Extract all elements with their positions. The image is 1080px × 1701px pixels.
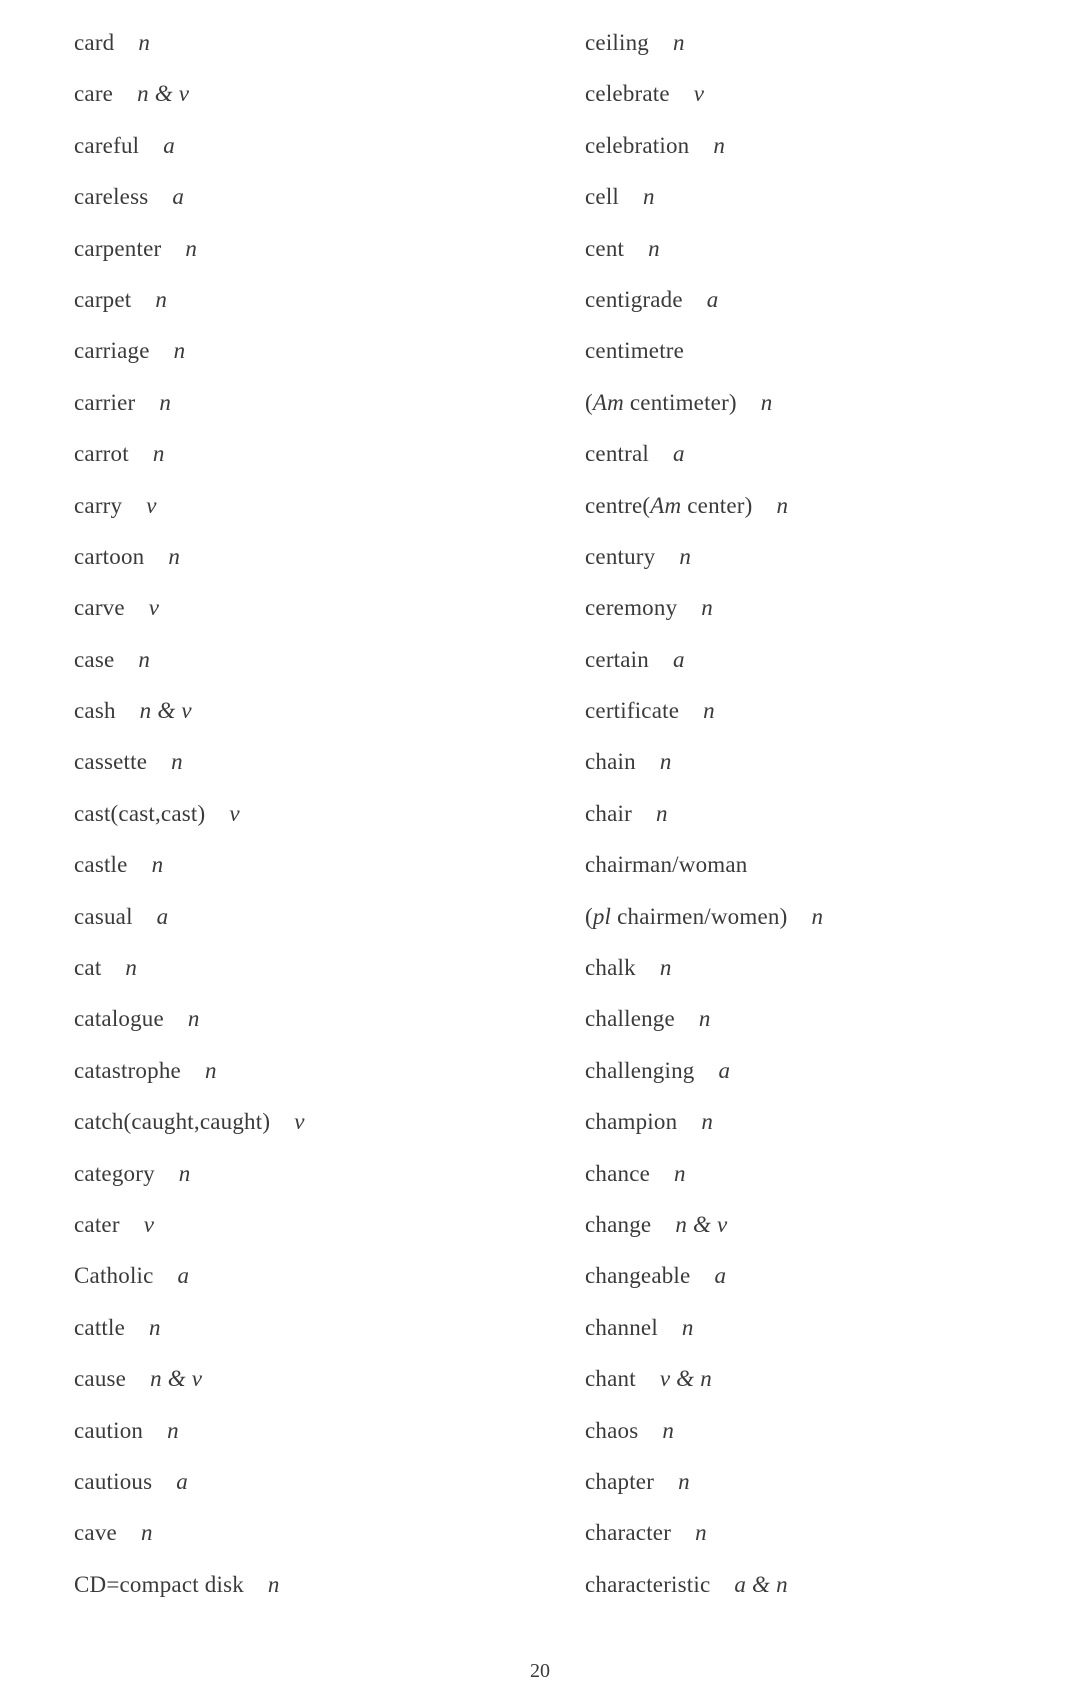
entry-word: Catholic (74, 1263, 154, 1289)
part-of-speech: n (662, 1417, 675, 1443)
part-of-speech: a (176, 1468, 188, 1494)
part-of-speech: n (138, 30, 151, 55)
word-entry (585, 1099, 1080, 1150)
entry-word: celebrate (585, 81, 670, 107)
word-entry (74, 585, 574, 636)
word-entry (74, 791, 574, 842)
entry-word: cassette (74, 749, 148, 775)
word-entry (585, 328, 1080, 379)
entry-word: changeable (585, 1263, 691, 1289)
part-of-speech: v (229, 800, 240, 826)
word-entry (585, 380, 1080, 431)
entry-word: cartoon (74, 543, 145, 569)
entry-word: chant (585, 1366, 636, 1392)
part-of-speech: a (672, 441, 685, 467)
left-word-column (74, 20, 574, 1613)
word-entry (585, 1356, 1080, 1407)
word-entry (74, 1356, 574, 1407)
word-entry (74, 277, 574, 328)
entry-word: carriage (74, 338, 150, 364)
entry-word: cent (585, 235, 625, 261)
part-of-speech: a (172, 184, 185, 210)
word-entry (585, 1510, 1080, 1561)
word-entry (74, 174, 574, 225)
word-entry (585, 1459, 1080, 1510)
word-entry (585, 20, 1080, 71)
word-entry (74, 483, 574, 534)
part-of-speech: n (681, 1314, 694, 1340)
entry-word: case (74, 646, 115, 672)
entry-word: champion (585, 1109, 678, 1135)
entry-word: centigrade (585, 286, 683, 312)
part-of-speech: n (701, 595, 713, 621)
part-of-speech: a (177, 1263, 190, 1289)
word-entry (74, 431, 574, 482)
entry-word: cave (74, 1520, 117, 1546)
part-of-speech: n (703, 698, 715, 724)
entry-word: card (74, 30, 115, 55)
entry-word: celebration (585, 132, 690, 158)
entry-word: challenge (585, 1006, 675, 1032)
part-of-speech: a (672, 646, 685, 672)
part-of-speech: a (718, 1057, 731, 1083)
word-entry (585, 71, 1080, 122)
word-entry (74, 1562, 574, 1613)
page-number: 20 (530, 1660, 550, 1682)
entry-word: cautious (74, 1468, 153, 1494)
part-of-speech: n (185, 235, 198, 261)
entry-word: careful (74, 132, 140, 158)
part-of-speech: n (679, 543, 692, 569)
entry-word: central (585, 441, 649, 467)
word-entry (74, 894, 574, 945)
word-entry (585, 431, 1080, 482)
word-entry (74, 1099, 574, 1150)
part-of-speech: n (152, 441, 165, 467)
entry-word: certain (585, 646, 649, 672)
part-of-speech: n (155, 286, 168, 312)
part-of-speech: n (138, 646, 151, 672)
entry-word: carrot (74, 441, 129, 467)
part-of-speech: n (673, 30, 685, 55)
part-of-speech: n (159, 389, 172, 415)
word-entry (585, 894, 1080, 945)
part-of-speech: n (643, 184, 655, 210)
part-of-speech: v & n (659, 1366, 712, 1392)
part-of-speech: v (148, 595, 160, 621)
word-entry (74, 1510, 574, 1561)
part-of-speech: n (648, 235, 660, 261)
part-of-speech: n (811, 903, 824, 929)
part-of-speech: n (695, 1520, 707, 1546)
word-entry (585, 1202, 1080, 1253)
part-of-speech: n (698, 1006, 711, 1032)
part-of-speech: a (714, 1263, 727, 1289)
word-entry (585, 688, 1080, 739)
part-of-speech: n & v (139, 698, 192, 724)
part-of-speech: n (713, 132, 726, 158)
part-of-speech: n (659, 749, 672, 775)
entry-word: certificate (585, 698, 680, 724)
entry-word: character (585, 1520, 672, 1546)
word-entry (585, 585, 1080, 636)
word-entry (74, 1048, 574, 1099)
entry-word: CD=compact disk (74, 1571, 244, 1597)
right-word-column (585, 20, 1080, 1613)
part-of-speech: a (156, 903, 169, 929)
entry-word: characteristic (585, 1571, 711, 1597)
word-entry (74, 739, 574, 790)
word-entry (74, 945, 574, 996)
part-of-speech: n (173, 338, 186, 364)
entry-word: carve (74, 595, 125, 621)
entry-word: ceremony (585, 595, 678, 621)
entry-word: cattle (74, 1314, 125, 1340)
part-of-speech: v (146, 492, 157, 518)
entry-word: careless (74, 184, 149, 210)
entry-word: chalk (585, 955, 636, 981)
part-of-speech: n (167, 1417, 179, 1443)
word-entry (585, 277, 1080, 328)
word-entry (74, 71, 574, 122)
entry-word: chapter (585, 1468, 655, 1494)
word-entry (74, 534, 574, 585)
word-entry (74, 20, 574, 71)
word-entry (74, 1151, 574, 1202)
part-of-speech: a (706, 286, 719, 312)
word-entry (585, 174, 1080, 225)
word-entry (585, 996, 1080, 1047)
entry-word: century (585, 543, 656, 569)
part-of-speech: n (171, 749, 183, 775)
word-entry (585, 637, 1080, 688)
word-entry (74, 1408, 574, 1459)
entry-word: cash (74, 698, 116, 724)
word-entry (585, 791, 1080, 842)
word-entry (585, 483, 1080, 534)
entry-word: carrier (74, 389, 136, 415)
part-of-speech: n (267, 1571, 280, 1597)
entry-word: chair (585, 800, 632, 826)
entry-word: category (74, 1160, 155, 1186)
word-entry (585, 1151, 1080, 1202)
part-of-speech: n & v (150, 1366, 203, 1392)
word-entry (585, 945, 1080, 996)
part-of-speech: n (678, 1468, 690, 1494)
word-entry (585, 1305, 1080, 1356)
entry-word: (pl chairmen/women) (585, 903, 788, 929)
part-of-speech: n (151, 852, 164, 878)
word-entry (74, 996, 574, 1047)
entry-word: carpenter (74, 235, 162, 261)
entry-word: caution (74, 1417, 144, 1443)
word-entry (585, 1253, 1080, 1304)
entry-word: casual (74, 903, 133, 929)
word-entry (74, 328, 574, 379)
part-of-speech: n (149, 1314, 161, 1340)
part-of-speech: n (125, 955, 138, 981)
entry-word: carry (74, 492, 123, 518)
entry-word: care (74, 81, 114, 107)
part-of-speech: n (776, 492, 789, 518)
word-entry (585, 1048, 1080, 1099)
entry-word: catalogue (74, 1006, 164, 1032)
part-of-speech: v (693, 81, 705, 107)
word-entry (74, 637, 574, 688)
part-of-speech: n (140, 1520, 153, 1546)
entry-word: channel (585, 1314, 658, 1340)
entry-word: centimetre (585, 338, 685, 364)
entry-word: cat (74, 955, 102, 981)
part-of-speech: a & n (734, 1571, 788, 1597)
entry-word: chance (585, 1160, 651, 1186)
part-of-speech: n (178, 1160, 191, 1186)
part-of-speech: v (143, 1211, 155, 1237)
word-entry (74, 1305, 574, 1356)
part-of-speech: n & v (675, 1211, 728, 1237)
word-entry (585, 739, 1080, 790)
part-of-speech: n & v (137, 81, 190, 107)
part-of-speech: n (187, 1006, 200, 1032)
entry-word: cast(cast,cast) (74, 800, 206, 826)
word-entry (585, 1562, 1080, 1613)
word-entry (74, 226, 574, 277)
part-of-speech: a (163, 132, 175, 158)
word-entry (74, 842, 574, 893)
word-entry (585, 123, 1080, 174)
word-entry (74, 688, 574, 739)
entry-word: cell (585, 184, 619, 210)
word-entry (585, 226, 1080, 277)
part-of-speech: n (701, 1109, 714, 1135)
part-of-speech: n (659, 955, 672, 981)
part-of-speech: n (204, 1057, 217, 1083)
entry-word: centre(Am center) (585, 492, 753, 518)
part-of-speech: n (655, 800, 668, 826)
entry-word: (Am centimeter) (585, 389, 737, 415)
word-entry (585, 842, 1080, 893)
entry-word: change (585, 1211, 652, 1237)
word-entry (74, 380, 574, 431)
entry-word: cater (74, 1211, 120, 1237)
entry-word: catch(caught,caught) (74, 1109, 271, 1135)
part-of-speech: n (760, 389, 773, 415)
word-entry (585, 534, 1080, 585)
entry-word: cause (74, 1366, 127, 1392)
entry-word: castle (74, 852, 128, 878)
entry-word: chairman/woman (585, 852, 748, 878)
word-entry (585, 1408, 1080, 1459)
entry-word: challenging (585, 1057, 695, 1083)
part-of-speech: n (168, 543, 181, 569)
word-entry (74, 1253, 574, 1304)
entry-word: chain (585, 749, 636, 775)
word-entry (74, 1459, 574, 1510)
word-entry (74, 123, 574, 174)
entry-word: ceiling (585, 30, 649, 55)
word-entry (74, 1202, 574, 1253)
entry-word: chaos (585, 1417, 639, 1443)
part-of-speech: n (674, 1160, 686, 1186)
part-of-speech: v (294, 1109, 305, 1135)
entry-word: carpet (74, 286, 132, 312)
entry-word: catastrophe (74, 1057, 181, 1083)
